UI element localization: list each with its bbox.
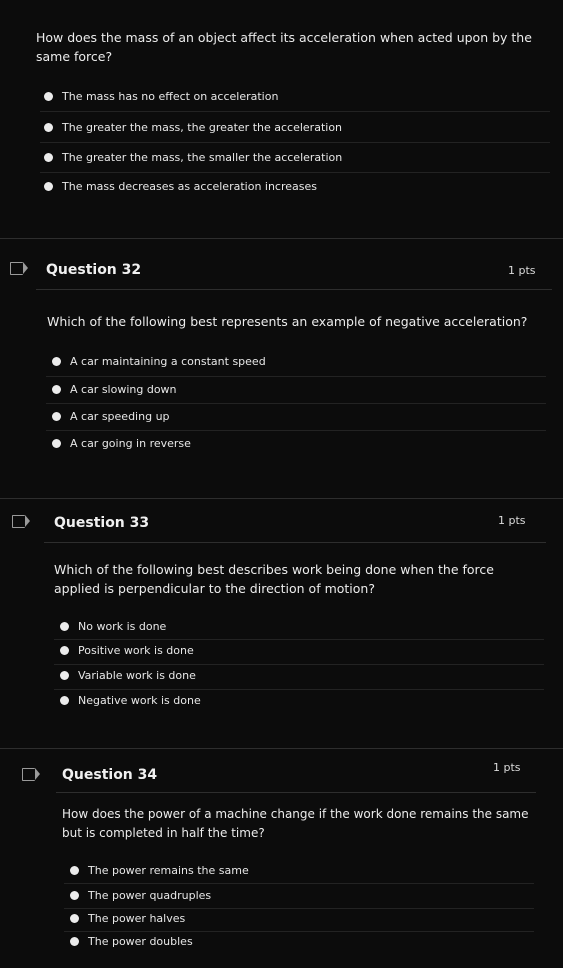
answer-option[interactable] — [52, 437, 191, 450]
radio-dot-icon[interactable] — [52, 385, 61, 394]
answer-label: The power doubles — [88, 935, 193, 948]
answer-label: A car speeding up — [70, 410, 170, 423]
radio-dot-icon[interactable] — [52, 439, 61, 448]
question-34-prompt: How does the power of a machine change if the work done remains the same but is completed in half the time? — [62, 807, 529, 840]
answer-option[interactable] — [60, 694, 201, 707]
radio-dot-icon[interactable] — [60, 622, 69, 631]
answer-label: The greater the mass, the greater the acceleration — [62, 121, 343, 134]
radio-dot-icon[interactable] — [60, 646, 69, 655]
radio-dot-icon[interactable] — [44, 123, 53, 132]
answer-label: The mass has no effect on acceleration — [62, 90, 279, 103]
radio-dot-icon[interactable] — [70, 914, 79, 923]
question-title: Question 33 — [54, 515, 150, 531]
question-points: 1 pts — [508, 264, 536, 277]
answer-label: Negative work is done — [78, 694, 201, 707]
question-31-prompt: How does the mass of an object affect its acceleration when acted upon by the same force? — [36, 30, 532, 64]
question-title: Question 32 — [46, 262, 142, 278]
answer-option[interactable] — [52, 410, 170, 423]
answer-option[interactable] — [60, 644, 194, 657]
answer-label: The mass decreases as acceleration increases — [62, 180, 318, 193]
answer-label: The power remains the same — [88, 864, 249, 877]
answer-option[interactable] — [60, 620, 166, 633]
answer-label: A car going in reverse — [70, 437, 191, 450]
answer-option[interactable] — [44, 180, 317, 193]
question-33-prompt: Which of the following best describes work being done when the force applied is perpendicular to the direction of motion? — [54, 562, 494, 596]
radio-dot-icon[interactable] — [70, 937, 79, 946]
radio-dot-icon[interactable] — [44, 182, 53, 191]
answer-label: Variable work is done — [78, 669, 196, 682]
radio-dot-icon[interactable] — [70, 866, 79, 875]
question-title: Question 34 — [62, 767, 158, 783]
radio-dot-icon[interactable] — [52, 357, 61, 366]
answer-label: The power quadruples — [88, 889, 212, 902]
answer-option[interactable] — [70, 889, 211, 902]
answer-option[interactable] — [52, 383, 177, 396]
radio-dot-icon[interactable] — [44, 92, 53, 101]
answer-option[interactable] — [70, 912, 185, 925]
answer-label: A car maintaining a constant speed — [70, 355, 266, 368]
answer-option[interactable] — [44, 151, 342, 164]
flag-icon[interactable] — [22, 768, 35, 781]
answer-option[interactable] — [60, 669, 196, 682]
radio-dot-icon[interactable] — [70, 891, 79, 900]
answer-option[interactable] — [44, 121, 342, 134]
answer-label: The greater the mass, the smaller the acceleration — [62, 151, 343, 164]
answer-option[interactable] — [52, 355, 266, 368]
answer-label: A car slowing down — [70, 383, 177, 396]
question-points: 1 pts — [498, 514, 526, 527]
flag-icon[interactable] — [10, 262, 23, 275]
answer-label: No work is done — [78, 620, 167, 633]
answer-option[interactable] — [70, 864, 249, 877]
flag-icon[interactable] — [12, 515, 25, 528]
answer-label: Positive work is done — [78, 644, 194, 657]
answer-option[interactable] — [44, 90, 278, 103]
radio-dot-icon[interactable] — [60, 671, 69, 680]
question-points: 1 pts — [493, 761, 521, 774]
answer-label: The power halves — [88, 912, 186, 925]
question-32-prompt: Which of the following best represents an example of negative acceleration? — [47, 314, 528, 329]
radio-dot-icon[interactable] — [44, 153, 53, 162]
radio-dot-icon[interactable] — [52, 412, 61, 421]
answer-option[interactable] — [70, 935, 193, 948]
radio-dot-icon[interactable] — [60, 696, 69, 705]
